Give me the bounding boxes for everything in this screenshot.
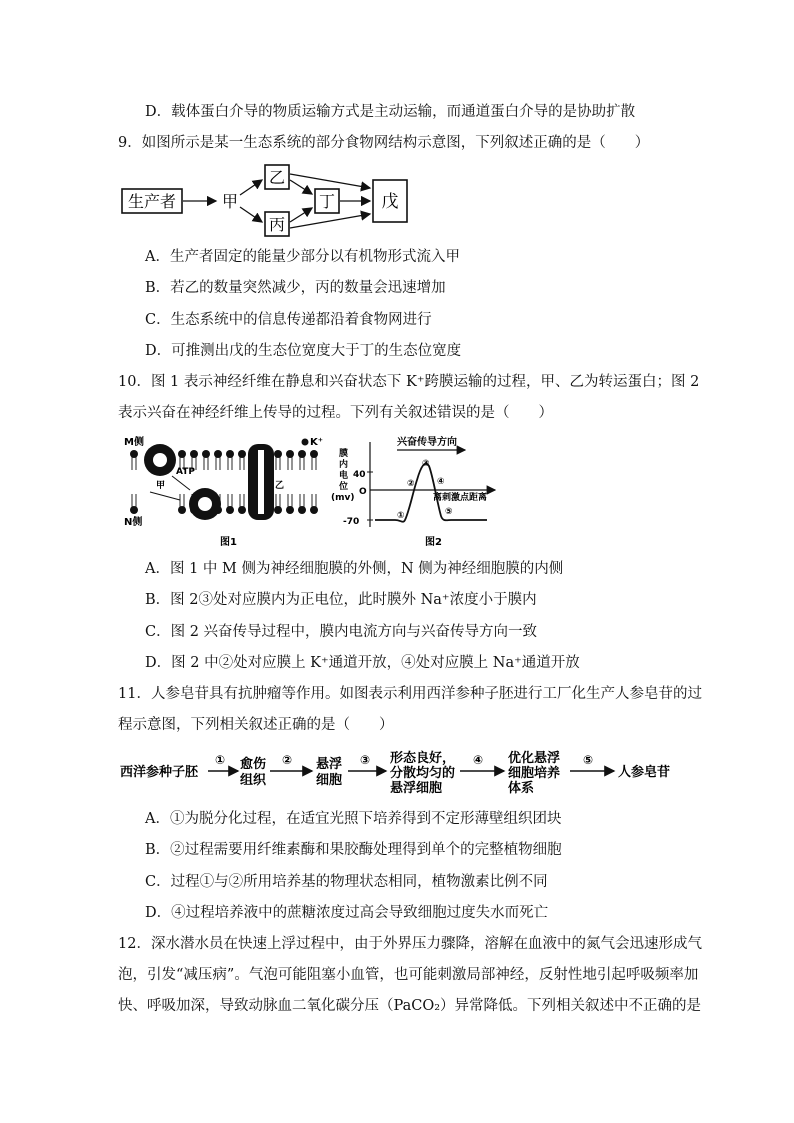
tick-40: 40 xyxy=(353,470,366,480)
arrow-yi-ding xyxy=(290,180,312,194)
lipid-head xyxy=(178,506,186,514)
lipid-head xyxy=(298,506,306,514)
lipid-head xyxy=(238,450,246,458)
flow-s3b: 分散均匀的 xyxy=(390,766,456,781)
tick-minus70: -70 xyxy=(343,517,360,527)
lipid-head xyxy=(274,450,282,458)
lipid-head xyxy=(178,450,186,458)
flow-s1b: 组织 xyxy=(240,773,267,788)
q10-stem-line1: 10．图 1 表示神经纤维在静息和兴奋状态下 K⁺跨膜运输的过程，甲、乙为转运蛋白；图 2 xyxy=(118,374,700,390)
lipid-head xyxy=(214,450,222,458)
lipid-head xyxy=(202,450,210,458)
fig1-caption: 图1 xyxy=(220,537,237,548)
point-5: ⑤ xyxy=(445,507,453,517)
arrow-jia-bing xyxy=(240,207,262,222)
yi-label: 乙 xyxy=(275,481,285,491)
lipid-head xyxy=(298,450,306,458)
flow-s4a: 优化悬浮 xyxy=(508,751,561,766)
ylabel-5: (mv) xyxy=(331,493,355,503)
q9-option-b: B．若乙的数量突然减少，丙的数量会迅速增加 xyxy=(145,280,446,296)
point-3: ③ xyxy=(422,459,430,469)
lipid-head xyxy=(130,450,138,458)
q11-option-a: A．①为脱分化过程，在适宜光照下培养得到不定形薄壁组织团块 xyxy=(145,811,562,827)
jia-label: 甲 xyxy=(156,481,166,491)
q12-line2: 泡，引发“减压病”。气泡可能阻塞小血管，也可能刺激局部神经，反射性地引起呼吸频率加 xyxy=(118,967,699,983)
k-ion-dot xyxy=(302,439,309,446)
lipid-head xyxy=(130,506,138,514)
lipid-head xyxy=(286,450,294,458)
q8-option-d: D．载体蛋白介导的物质运输方式是主动运输，而通道蛋白介导的是协助扩散 xyxy=(145,104,636,120)
lipid-head xyxy=(226,450,234,458)
lipid-head xyxy=(238,506,246,514)
q12-line3: 快、呼吸加深，导致动脉血二氧化碳分压（PaCO₂）异常降低。下列相关叙述中不正确的是 xyxy=(118,998,702,1014)
tick-0: O xyxy=(359,487,367,497)
jia-label: 甲 xyxy=(221,192,239,211)
wu-label: 戊 xyxy=(381,192,399,212)
arrow-jia xyxy=(150,492,180,500)
carrier-jia-top-core xyxy=(153,453,167,467)
producer-label: 生产者 xyxy=(127,192,177,211)
direction-label: 兴奋传导方向 xyxy=(397,437,457,448)
arrow-bing-wu xyxy=(290,214,370,228)
point-1: ① xyxy=(397,511,405,521)
arrow-bing-ding xyxy=(290,208,312,222)
flow-step-5: ⑤ xyxy=(583,753,594,767)
q11-stem-line2: 程示意图，下列相关叙述正确的是（ ） xyxy=(118,717,394,733)
flow-s2a: 悬浮 xyxy=(316,757,343,772)
q10-figure2-action-potential xyxy=(325,432,525,552)
flow-step-1: ① xyxy=(215,753,226,767)
atp-label: ATP xyxy=(176,467,196,477)
q9-stem: 9．如图所示是某一生态系统的部分食物网结构示意图，下列叙述正确的是（ ） xyxy=(118,135,650,151)
ylabel-4: 位 xyxy=(339,482,349,492)
q10-option-c: C．图 2 兴奋传导过程中，膜内电流方向与兴奋传导方向一致 xyxy=(145,624,538,640)
n-side-label: N侧 xyxy=(124,517,143,528)
flow-step-3: ③ xyxy=(360,753,371,767)
point-2: ② xyxy=(407,479,415,489)
lipid-head xyxy=(190,450,198,458)
q10-stem-line2: 表示兴奋在神经纤维上传导的过程。下列有关叙述错误的是（ ） xyxy=(118,405,553,421)
flow-s3a: 形态良好， xyxy=(390,751,456,766)
q10-option-d: D．图 2 中②处对应膜上 K⁺通道开放，④处对应膜上 Na⁺通道开放 xyxy=(145,655,580,671)
flow-end: 人参皂苷 xyxy=(618,765,671,780)
flow-s4c: 体系 xyxy=(508,781,535,796)
flow-s1a: 愈伤 xyxy=(240,757,267,772)
flow-s3c: 悬浮细胞 xyxy=(390,781,443,796)
q10-figure1-membrane xyxy=(120,432,330,552)
arrow-atp xyxy=(172,476,190,490)
lipid-bilayer-bottom xyxy=(130,494,318,514)
lipid-head xyxy=(274,506,282,514)
q10-option-a: A．图 1 中 M 侧为神经细胞膜的外侧，N 侧为神经细胞膜的内侧 xyxy=(145,561,564,577)
q9-option-a: A．生产者固定的能量少部分以有机物形式流入甲 xyxy=(145,249,460,265)
q11-option-c: C．过程①与②所用培养基的物理状态相同，植物激素比例不同 xyxy=(145,874,548,890)
q12-line1: 12．深水潜水员在快速上浮过程中，由于外界压力骤降，溶解在血液中的氮气会迅速形成气 xyxy=(118,936,702,952)
flow-s4b: 细胞培养 xyxy=(508,766,561,781)
channel-yi-pore xyxy=(258,450,264,514)
lipid-head xyxy=(286,506,294,514)
point-4: ④ xyxy=(437,477,445,487)
bing-label: 丙 xyxy=(268,215,286,234)
ding-label: 丁 xyxy=(318,192,336,211)
arrow-yi-wu xyxy=(290,174,370,188)
xlabel: 离刺激点距离 xyxy=(433,493,488,503)
lipid-head xyxy=(226,506,234,514)
ylabel-1: 膜 xyxy=(339,449,349,459)
k-ion-label: K⁺ xyxy=(310,437,324,448)
ylabel-2: 内 xyxy=(339,460,349,470)
ylabel-3: 电 xyxy=(339,471,349,481)
q11-stem-line1: 11．人参皂苷具有抗肿瘤等作用。如图表示利用西洋参种子胚进行工厂化生产人参皂苷的过 xyxy=(118,686,702,702)
flow-start: 西洋参种子胚 xyxy=(120,765,199,780)
lipid-head xyxy=(310,506,318,514)
q9-option-c: C．生态系统中的信息传递都沿着食物网进行 xyxy=(145,312,432,328)
q10-option-b: B．图 2③处对应膜内为正电位，此时膜外 Na⁺浓度小于膜内 xyxy=(145,592,537,608)
yi-label: 乙 xyxy=(268,168,286,187)
m-side-label: M侧 xyxy=(124,437,144,448)
flow-s2b: 细胞 xyxy=(316,773,343,788)
lipid-head xyxy=(310,450,318,458)
q11-process-flow xyxy=(120,748,680,798)
q11-option-b: B．②过程需要用纤维素酶和果胶酶处理得到单个的完整植物细胞 xyxy=(145,842,562,858)
carrier-jia-bottom-core xyxy=(198,497,212,511)
arrow-jia-yi xyxy=(240,180,262,195)
flow-step-2: ② xyxy=(282,753,293,767)
q11-option-d: D．④过程培养液中的蔗糖浓度过高会导致细胞过度失水而死亡 xyxy=(145,905,549,921)
flow-step-4: ④ xyxy=(473,753,484,767)
q9-option-d: D．可推测出戊的生态位宽度大于丁的生态位宽度 xyxy=(145,343,462,359)
fig2-caption: 图2 xyxy=(425,537,442,548)
q9-food-web-diagram xyxy=(120,160,410,240)
